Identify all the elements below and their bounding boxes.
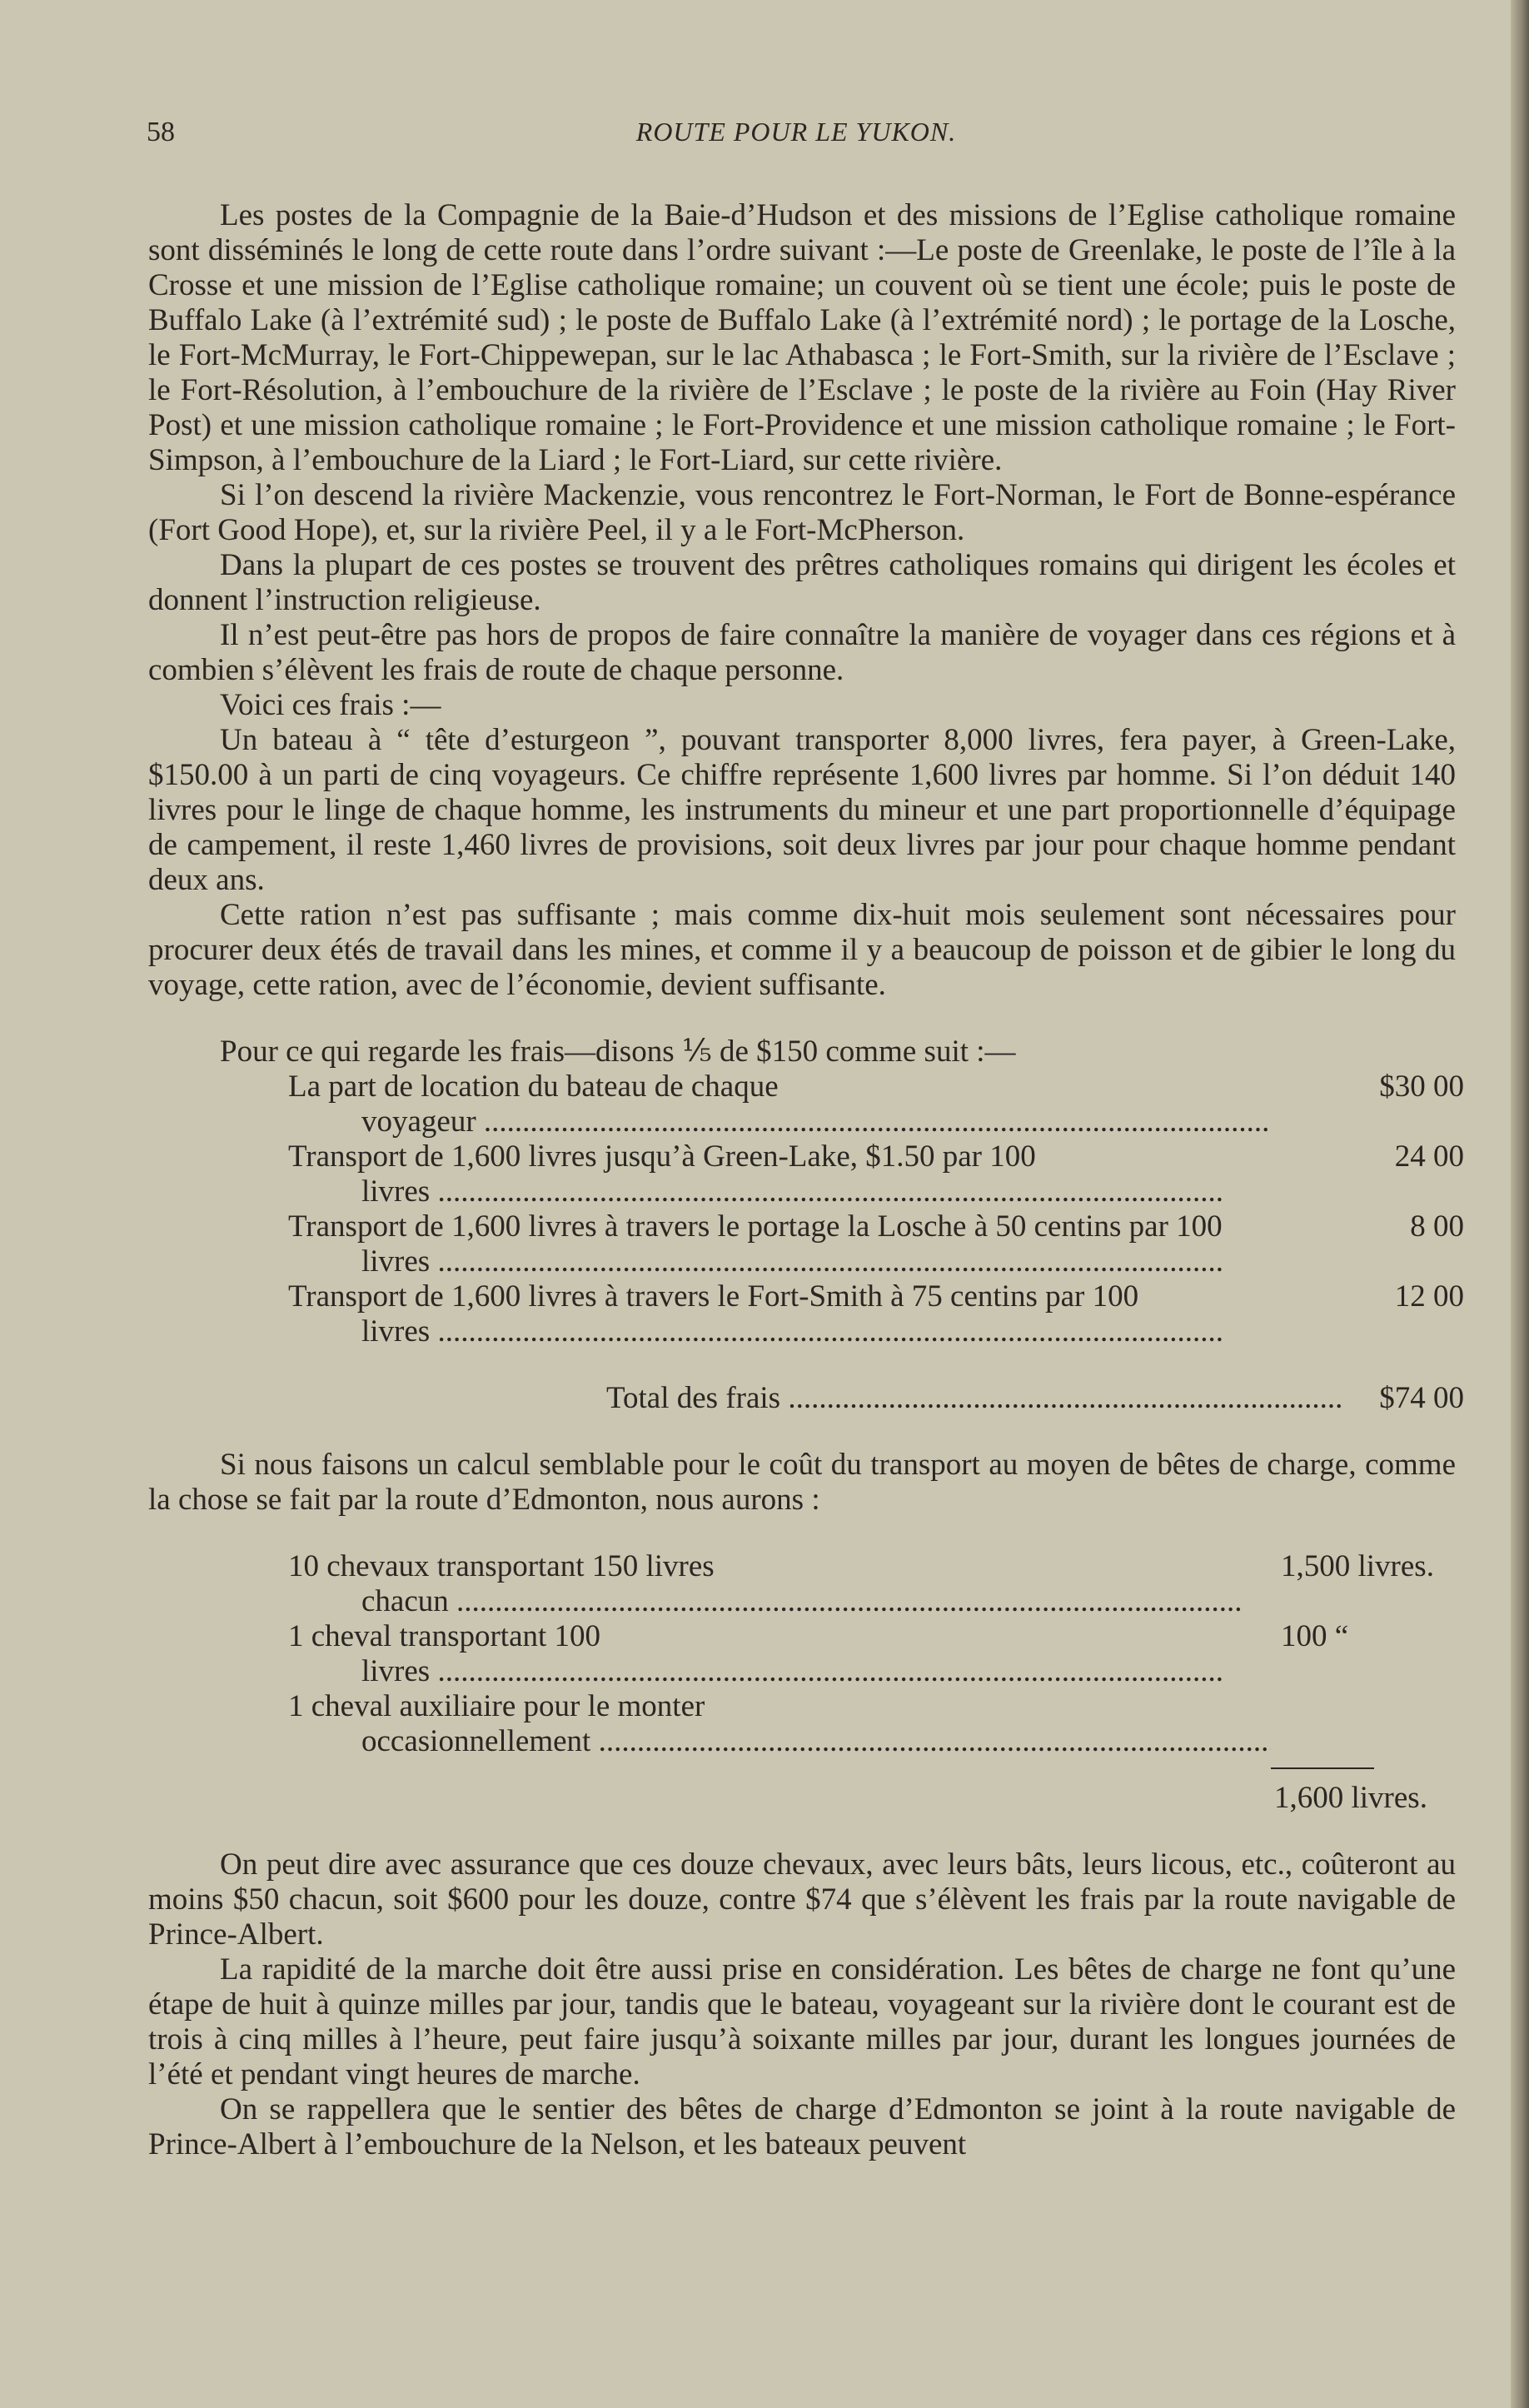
cost-row (288, 1209, 1464, 1279)
costs-total-row (606, 1381, 1464, 1416)
body-text (148, 198, 1464, 2162)
horse-label: 10 chevaux transportant 150 livres chacun ..... (288, 1549, 1243, 1618)
page-edge (1511, 0, 1529, 2408)
horses-list (148, 1549, 1456, 1759)
horse-row (288, 1619, 1464, 1689)
horse-label: 1 cheval transportant 100 livres ..... (288, 1619, 1223, 1688)
sum-rule (1271, 1767, 1374, 1769)
cost-label: Transport de 1,600 livres jusqu’à Green-Lake, $1.50 par 100 livres ..... (288, 1139, 1223, 1209)
page-number: 58 (147, 117, 175, 147)
cost-row (288, 1069, 1464, 1139)
costs-total-amount: $74 00 (1379, 1381, 1464, 1415)
horse-row (288, 1549, 1464, 1619)
horses-total-amount: 1,600 livres. (1274, 1781, 1427, 1815)
paragraph: Dans la plupart de ces postes se trouvent des prêtres catholiques romains qui dirigent les écoles et donnent l’instruction religieuse. (148, 548, 1456, 617)
horses-total (1128, 1767, 1464, 1816)
cost-amount: $30 00 (1379, 1069, 1464, 1104)
cost-label: Transport de 1,600 livres à travers le Fort-Smith à 75 centins par 100 livres ..... (288, 1279, 1223, 1349)
cost-row (288, 1279, 1464, 1349)
paragraph: On se rappellera que le sentier des bêtes de charge d’Edmonton se joint à la route navigable de Prince-Albert à l’embouchure de la Nelson, et les bateaux peuvent (148, 2092, 1456, 2161)
running-title: ROUTE POUR LE YUKON. (635, 117, 957, 147)
cost-label: La part de location du bateau de chaque voyageur ..... (288, 1069, 1269, 1139)
costs-intro: Pour ce qui regarde les frais—disons ⅕ de $150 comme suit :— (220, 1034, 1016, 1069)
costs-list (148, 1069, 1464, 1349)
cost-amount: 12 00 (1394, 1279, 1464, 1314)
cost-row (288, 1139, 1464, 1209)
cost-amount: 24 00 (1394, 1139, 1464, 1174)
paragraph: Voici ces frais :— (220, 688, 441, 722)
costs-total-label: Total des frais ..... (606, 1381, 1344, 1415)
paragraph: On peut dire avec assurance que ces douze chevaux, avec leurs bâts, leurs licous, etc., coûteront au moins $50 chacun, soit $600 pour les douze, contre $74 que s’élèvent les frais par la route navigable de Prince-Albert. (148, 1847, 1456, 1952)
page-header (147, 117, 1446, 158)
paragraph: Si l’on descend la rivière Mackenzie, vous rencontrez le Fort-Norman, le Fort de Bonne-espérance (Fort Good Hope), et, sur la rivière Peel, il y a le Fort-McPherson. (148, 478, 1456, 547)
paragraph: Cette ration n’est pas suffisante ; mais comme dix-huit mois seulement sont nécessaires pour procurer deux étés de travail dans les mines, et comme il y a beaucoup de poisson et de gibier le long du voyage, cette ration, avec de l’économie, devient suffisante. (148, 898, 1456, 1002)
pack-intro: Si nous faisons un calcul semblable pour le coût du transport au moyen de bêtes de charge, comme la chose se fait par la route d’Edmonton, nous aurons : (148, 1448, 1456, 1517)
cost-amount: 8 00 (1410, 1209, 1464, 1244)
paragraph: La rapidité de la marche doit être aussi prise en considération. Les bêtes de charge ne font qu’une étape de huit à quinze milles par jour, tandis que le bateau, voyageant sur la rivière dont le courant est de trois à cinq milles à l’heure, peut faire jusqu’à soixante milles par jour, durant les longues journées de l’été et pendant vingt heures de marche. (148, 1952, 1456, 2091)
horse-amount: 1,500 livres. (1281, 1549, 1434, 1583)
horse-label: 1 cheval auxiliaire pour le monter occasionnellement ..... (288, 1689, 1271, 1758)
paragraph: Les postes de la Compagnie de la Baie-d’Hudson et des missions de l’Eglise catholique romaine sont disséminés le long de cette route dans l’ordre suivant :—Le poste de Greenlake, le poste de l’île à la Crosse et une mission de l’Eglise catholique romaine; un couvent où se tient une école; puis le poste de Buffalo Lake (à l’extrémité sud) ; le poste de Buffalo Lake (à l’extrémité nord) ; le portage de la Losche, le Fort-McMurray, le Fort-Chippewepan, sur le lac Athabasca ; le Fort-Smith, sur la rivière de l’Esclave ; le Fort-Résolution, à l’embouchure de la rivière de l’Esclave ; le poste de la rivière au Foin (Hay River Post) et une mission catholique romaine ; le Fort-Providence et une mission catholique romaine ; le Fort-Simpson, à l’embouchure de la Liard ; le Fort-Liard, sur cette rivière. (148, 198, 1456, 477)
horse-row (288, 1689, 1464, 1759)
cost-label: Transport de 1,600 livres à travers le portage la Losche à 50 centins par 100 livres ..... (288, 1209, 1223, 1279)
horse-amount: 100 “ (1281, 1619, 1349, 1653)
paragraph: Un bateau à “ tête d’esturgeon ”, pouvant transporter 8,000 livres, fera payer, à Green-Lake, $150.00 à un parti de cinq voyageurs. Ce chiffre représente 1,600 livres par homme. Si l’on déduit 140 livres pour le linge de chaque homme, les instruments du mineur et une part proportionnelle d’équipage de campement, il reste 1,460 livres de provisions, soit deux livres par jour pour chaque homme pendant deux ans. (148, 723, 1456, 897)
paragraph: Il n’est peut-être pas hors de propos de faire connaître la manière de voyager dans ces régions et à combien s’élèvent les frais de route de chaque personne. (148, 618, 1456, 687)
